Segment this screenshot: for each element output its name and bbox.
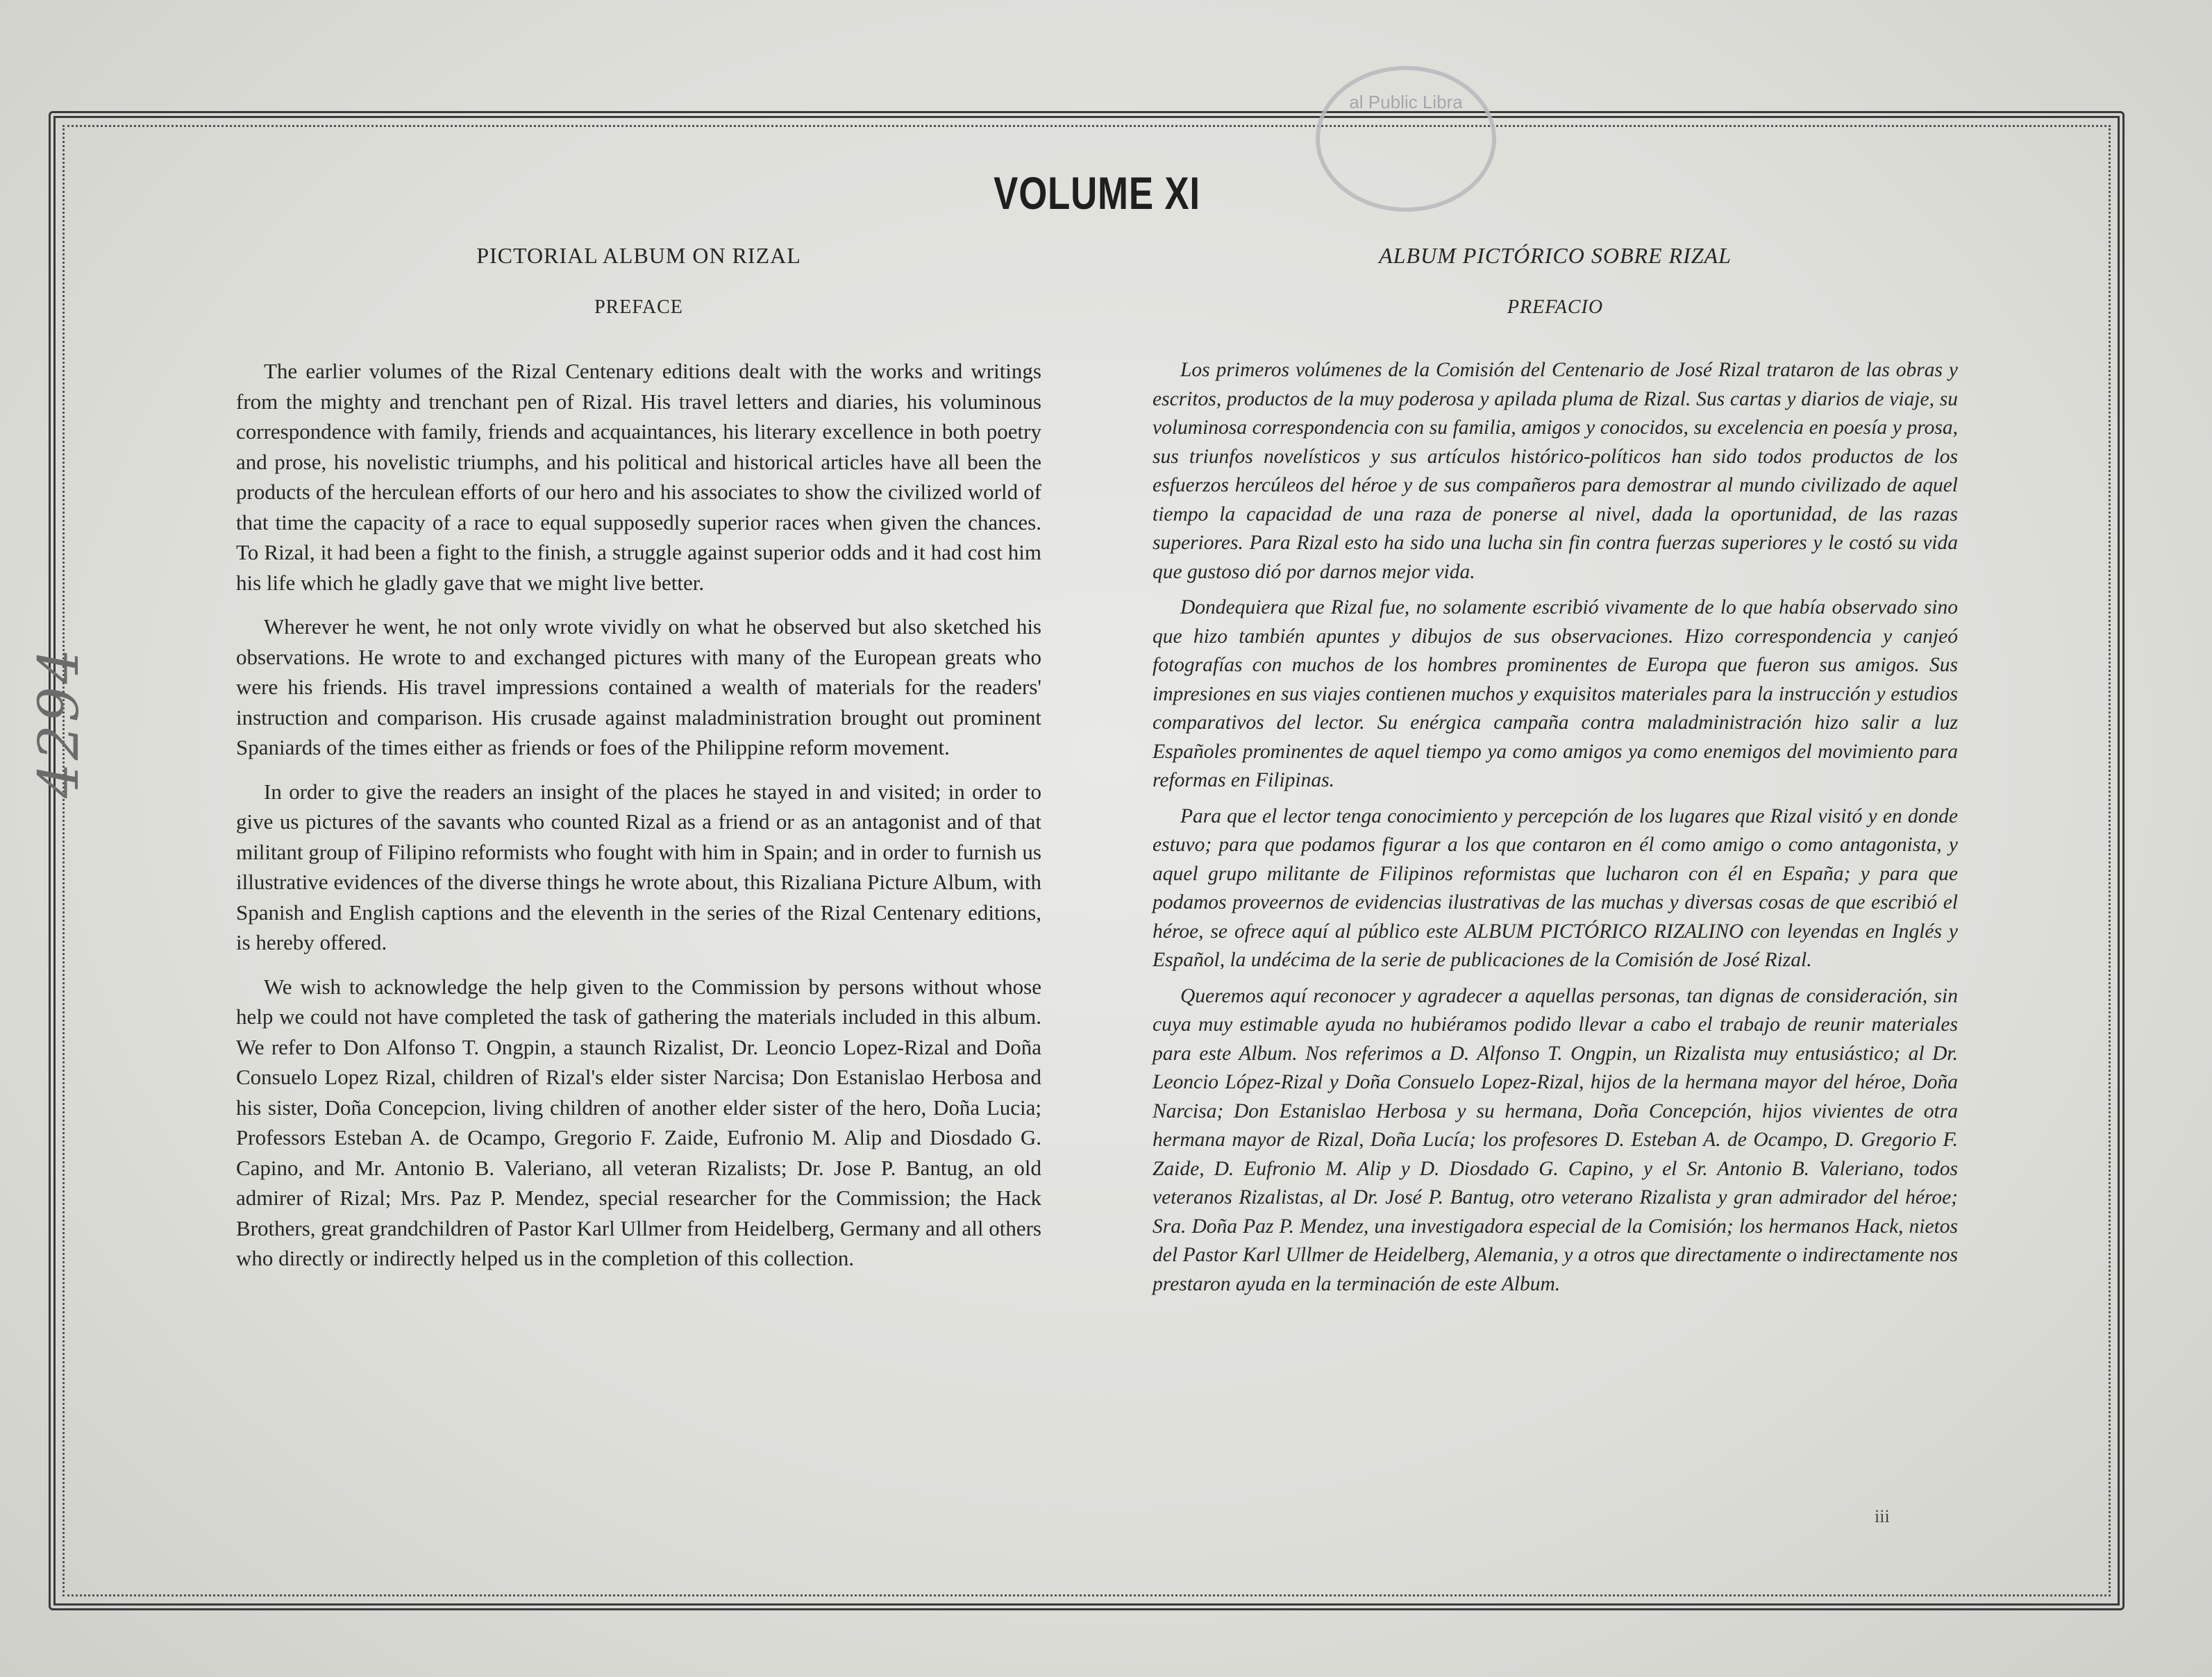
spanish-paragraph: Para que el lector tenga conocimiento y percepción de los lugares que Rizal visitó y en donde estuvo; para que podamos figurar a los que contaron en él como amigo o como antagonista, y aquel grupo militante de Filipinos reformistas que lucharon con él en España; y para que podamos proveernos de evidencias ilustrativas de las muchas y diversas cosas de que escribió el héroe, se ofrece aquí al público este ALBUM PICTÓRICO RIZALINO con leyendas en Inglés y Español, la undécima de la serie de publicaciones de la Comisión de José Rizal. (1153, 804, 1958, 971)
english-paragraph: The earlier volumes of the Rizal Centenary editions dealt with the works and writings from the mighty and trenchant pen of Rizal. His travel letters and diaries, his voluminous correspondence with family, friends and acquaintances, his literary excellence in both poetry and prose, his novelistic triumphs, and his political and historical articles have all been the products of the herculean efforts of our hero and his associates to show the civilized world of that time the capacity of a race to equal supposedly superior races when given the chances. To Rizal, it had been a fight to the finish, a struggle against superior odds and it had cost him his life which he gladly gave that we might live better. (236, 359, 1041, 595)
page-number: iii (1875, 1506, 1890, 1526)
english-paragraph: In order to give the readers an insight of the places he stayed in and visited; in order to give us pictures of the savants who counted Rizal as a friend or as an antagonist and of that militant group of Filipino reformists who fought with him in Spain; and in order to furnish us illustrative evidences of the diverse things he wrote about, this Rizaliana Picture Album, with Spanish and English captions and the eleventh in the series of the Rizal Centenary editions, is hereby offered. (236, 779, 1041, 954)
stamp-text-1: al Public Libra (1349, 92, 1463, 112)
handwritten-note: 4294 (26, 646, 91, 798)
spanish-paragraph: Queremos aquí reconocer y agradecer a aquellas personas, tan dignas de consideración, sin cuya muy estimable ayuda no hubiéramos podido llevar a cabo el trabajo de reunir materiales para este Album. Nos referimos a D. Alfonso T. Ongpin, un Rizalista muy entusiástico; al Dr. Leoncio López-Rizal y Doña Consuelo Lopez-Rizal, hijos de la hermana mayor del héroe, Doña Narcisa; Don Estanislao Herbosa y su hermana, Doña Concepción, hijos vivientes de otra hermana mayor de Rizal, Doña Lucía; los profesores D. Esteban A. de Ocampo, D. Gregorio F. Zaide, D. Eufronio M. Alip y D. Diosdado G. Capino, y el Sr. Antonio B. Valeriano, todos veteranos Rizalistas, al Dr. José P. Bantug, otro veterano Rizalista y gran admirador del héroe; Sra. Doña Paz P. Mendez, una investigadora especial de la Comisión; los hermanos Hack, nietos del Pastor Karl Ullmer de Heidelberg, Alemania, y a otros que directamente o indirectamente nos prestaron ayuda en la terminación de este Album. (1153, 984, 1958, 1295)
spanish-paragraph: Los primeros volúmenes de la Comisión del Centenario de José Rizal trataron de las obras y escritos, productos de la muy poderosa y apilada pluma de Rizal. Sus cartas y diarios de viaje, su voluminosa correspondencia con su familia, amigos y conocidos, su excelencia en poesía y prosa, sus triunfos novelísticos y sus artículos histórico-políticos han sido todos productos de los esfuerzos hercúleos del héroe y de sus compañeros para demostrar al mundo civilizado de aquel tiempo la capacidad de una raza de ponerse al nivel, dada la oportunidad, de las razas superiores. Para Rizal esto ha sido una lucha sin fin contra fuerzas superiores y le costó su vida que gustoso dió por darnos mejor vida. (1153, 359, 1958, 583)
spanish-subtitle: PREFACIO (1507, 296, 1604, 318)
volume-title: VOLUME XI (994, 167, 1200, 219)
spanish-title: ALBUM PICTÓRICO SOBRE RIZAL (1379, 243, 1732, 268)
english-column (236, 243, 1041, 1288)
english-paragraph: Wherever he went, he not only wrote vividly on what he observed but also sketched his observations. He wrote to and exchanged pictures with many of the European greats who were his friends. His travel impressions contained a wealth of materials for the readers' instruction and comparison. His crusade against maladministration brought out prominent Spaniards of the times either as friends or foes of the Philippine reform movement. (236, 614, 1041, 759)
english-subtitle: PREFACE (594, 296, 683, 318)
spanish-paragraph: Dondequiera que Rizal fue, no solamente escribió vivamente de lo que había observado sino que hizo también apuntes y dibujos de sus observaciones. Hizo correspondencia y canjeó fotografías con muchos de los hombres prominentes de Europa que fueron sus amigos. Sus impresiones en sus viajes contienen muchos y exquisitos materiales para la instrucción y estudios comparativos del lector. Su enérgica campaña contra maladministración hizo salir a luz Españoles prominentes de aquel tiempo ya como amigos ya como enemigos del movimiento para reformas en Filipinas. (1153, 596, 1958, 791)
library-stamp (1316, 66, 1496, 212)
spanish-column (1153, 243, 1958, 1306)
english-title: PICTORIAL ALBUM ON RIZAL (476, 243, 801, 268)
english-paragraph: We wish to acknowledge the help given to the Commission by persons without whose help we could not have completed the task of gathering the materials included in this album. We refer to Don Alfonso T. Ongpin, a staunch Rizalist, Dr. Leoncio Lopez-Rizal and Doña Consuelo Lopez Rizal, children of Rizal's elder sister Narcisa; Don Estanislao Herbosa and his sister, Doña Concepcion, living children of another elder sister of the hero, Doña Lucia; Professors Esteban A. de Ocampo, Gregorio F. Zaide, Eufronio M. Alip and Diosdado G. Capino, and Mr. Antonio B. Valeriano, all veteran Rizalists; Dr. Jose P. Bantug, an old admirer of Rizal; Mrs. Paz P. Mendez, special researcher for the Commission; the Hack Brothers, great grandchildren of Pastor Karl Ullmer from Heidelberg, Germany and all others who directly or indirectly helped us in the completion of this collection. (236, 974, 1041, 1270)
